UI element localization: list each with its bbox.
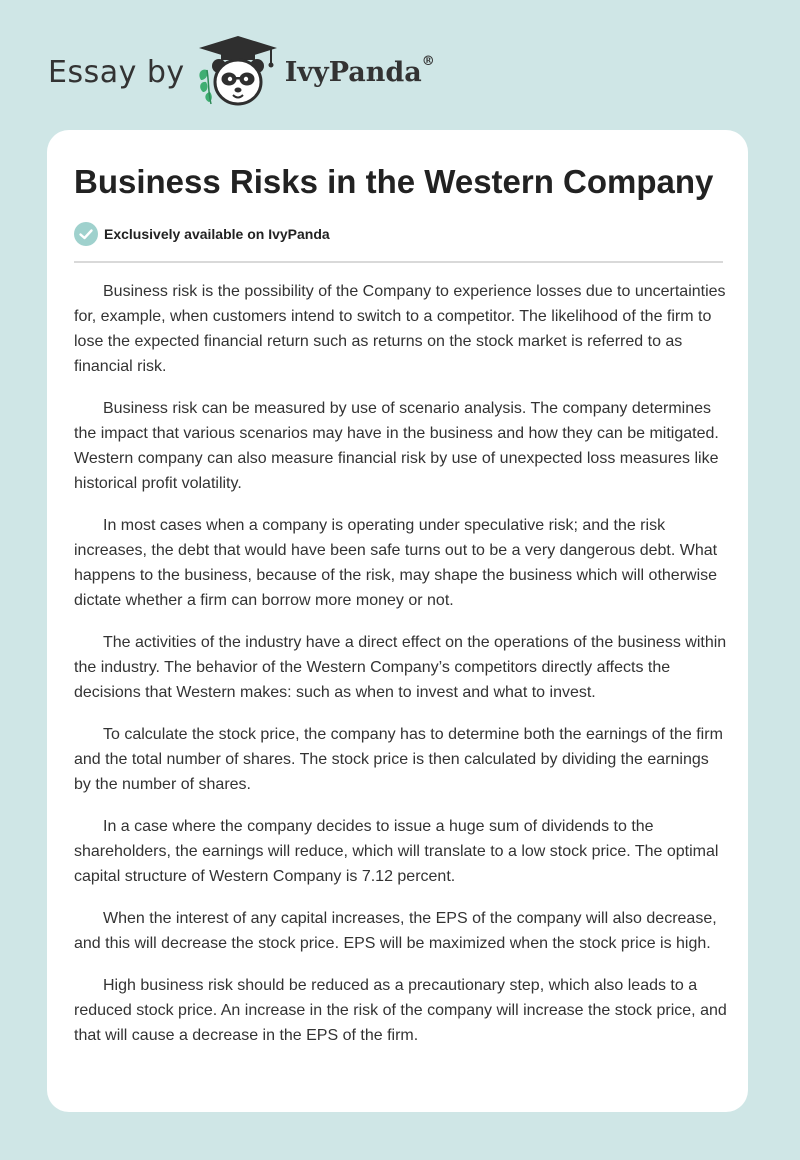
exclusive-badge-text: Exclusively available on IvyPanda [104,226,330,242]
registered-mark: ® [421,53,435,69]
article-body [74,279,728,1065]
page-title: Business Risks in the Western Company [74,163,714,200]
paragraph: In most cases when a company is operating under speculative risk; and the risk increases, the debt that would have been safe turns out to be a very dangerous debt. What happens to the business, because of the risk, may shape the business which will otherwise dictate whether a firm can borrow more money or not. [74,517,718,609]
site-header [48,34,435,110]
paragraph: When the interest of any capital increases, the EPS of the company will also decrease, and this will decrease the stock price. EPS will be maximized when the stock price is high. [74,910,717,952]
exclusive-badge [74,222,330,246]
paragraph: The activities of the industry have a direct effect on the operations of the business within the industry. The behavior of the Western Company’s competitors directly affects the decisions that Western makes: such as when to invest and what to invest. [74,634,727,701]
paragraph: To calculate the stock price, the company has to determine both the earnings of the firm and the total number of shares. The stock price is then calculated by dividing the earnings by the number of shares. [74,726,723,793]
brand-name: IvyPanda® [284,53,435,88]
essay-by-label: Essay by [48,54,185,90]
paragraph: Business risk is the possibility of the Company to experience losses due to uncertainties for, example, when customers intend to switch to a competitor. The likelihood of the firm to lose the expected financial return such as returns on the stock market is referred to as financial risk. [74,283,726,375]
panda-graduate-icon [195,34,281,110]
paragraph: High business risk should be reduced as a precautionary step, which also leads to a reduced stock price. An increase in the risk of the company will increase the stock price, and that will cause a decrease in the EPS of the firm. [74,977,727,1044]
check-circle-icon [74,222,98,246]
article-card [47,130,748,1112]
paragraph: In a case where the company decides to issue a huge sum of dividends to the shareholders, the earnings will reduce, which will translate to a low stock price. The optimal capital structure of Western Company is 7.12 percent. [74,818,719,885]
paragraph: Business risk can be measured by use of scenario analysis. The company determines the impact that various scenarios may have in the business and how they can be mitigated. Western company can also measure financial risk by use of unexpected loss measures like historical profit volatility. [74,400,719,492]
title-divider [74,261,723,263]
